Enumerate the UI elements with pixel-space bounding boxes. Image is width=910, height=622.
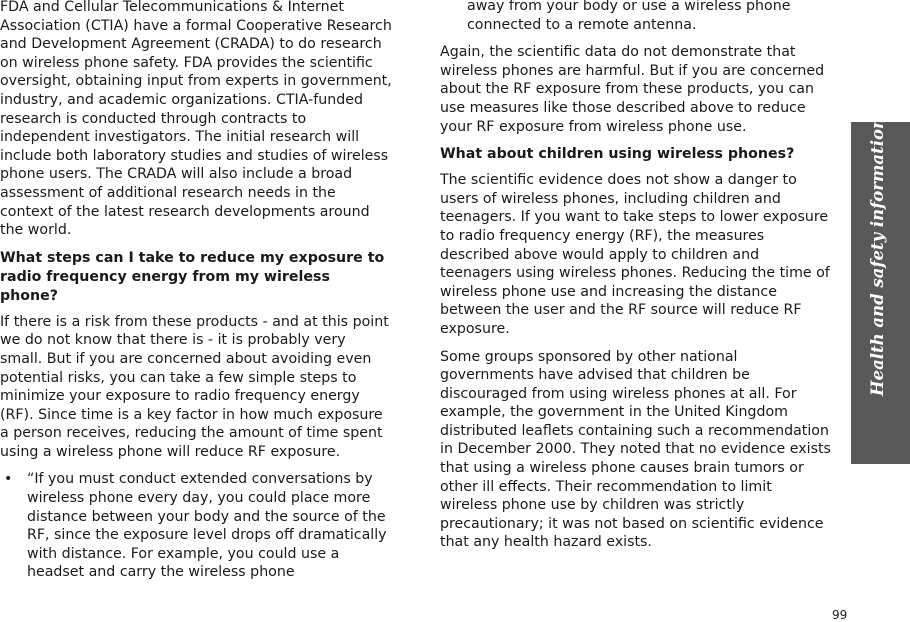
again-paragraph: Again, the scientific data do not demonstrate that wireless phones are harmful. But if you are concerned about the RF exposure from these products, you can use measures like those described above to reduce your RF exposure from wireless phone use. (440, 44, 825, 135)
children-paragraph: The scientific evidence does not show a danger to users of wireless phones, including children and teenagers. If you want to take steps to lower exposure to radio frequency energy (RF), the measures described above would apply to children and teenagers using wireless phones. Reducing the time of wireless phone use and increasing the distance between the user and the RF source will reduce RF exposure. (440, 172, 830, 337)
bullet-dot-icon: • (4, 471, 13, 488)
steps-paragraph: If there is a risk from these products - and at this point we do not know that there is - it is probably very small. But if you are concerned about avoiding even potential risks, you can take a few simple steps to minimize your exposure to radio frequency energy (RF). Since time is a key factor in how much exposure a person receives, reducing the amount of time spent using a wireless phone will reduce RF exposure. (0, 313, 389, 460)
bullet-item (0, 470, 392, 582)
heading-reduce-exposure: What steps can I take to reduce my exposure to radio frequency energy from my wireless phone? (0, 249, 385, 304)
section-title: Health and safety information (868, 116, 887, 396)
side-tab-label (851, 51, 910, 464)
right-column (440, 0, 832, 561)
page-number: 99 (832, 608, 848, 622)
section-side-tab (851, 51, 910, 464)
bullet-continued: away from your body or use a wireless phone connected to a remote antenna. (467, 0, 791, 33)
groups-paragraph: Some groups sponsored by other national governments have advised that children be discouraged from using wireless phones at all. For example, the government in the United Kingdom distributed leaflets containing such a recommendation in December 2000. They noted that no evidence exists that using a wireless phone causes brain tumors or other ill effects. Their recommendation to limit wireless phone use by children was strictly precautionary; it was not based on scientific evidence that any health hazard exists. (440, 348, 831, 551)
left-column (0, 0, 392, 582)
bullet-text: “If you must conduct extended conversations by wireless phone every day, you could place more distance between your body and the source of the RF, since the exposure level drops off dramatically with distance. For example, you could use a headset and carry the wireless phone (27, 471, 387, 581)
subsection-title: Settings (870, 51, 885, 101)
heading-children: What about children using wireless phones? (440, 146, 795, 163)
intro-paragraph: FDA and Cellular Telecommunications & Internet Association (CTIA) have a formal Cooperative Research and Development Agreement (CRADA) to do research on wireless phone safety. FDA provides the scientific oversight, obtaining input from experts in government, industry, and academic organizations. CTIA-funded research is conducted through contracts to independent investigators. The initial research will include both laboratory studies and studies of wireless phone users. The CRADA will also include a broad assessment of additional research needs in the context of the latest research developments around the world. (0, 0, 392, 239)
